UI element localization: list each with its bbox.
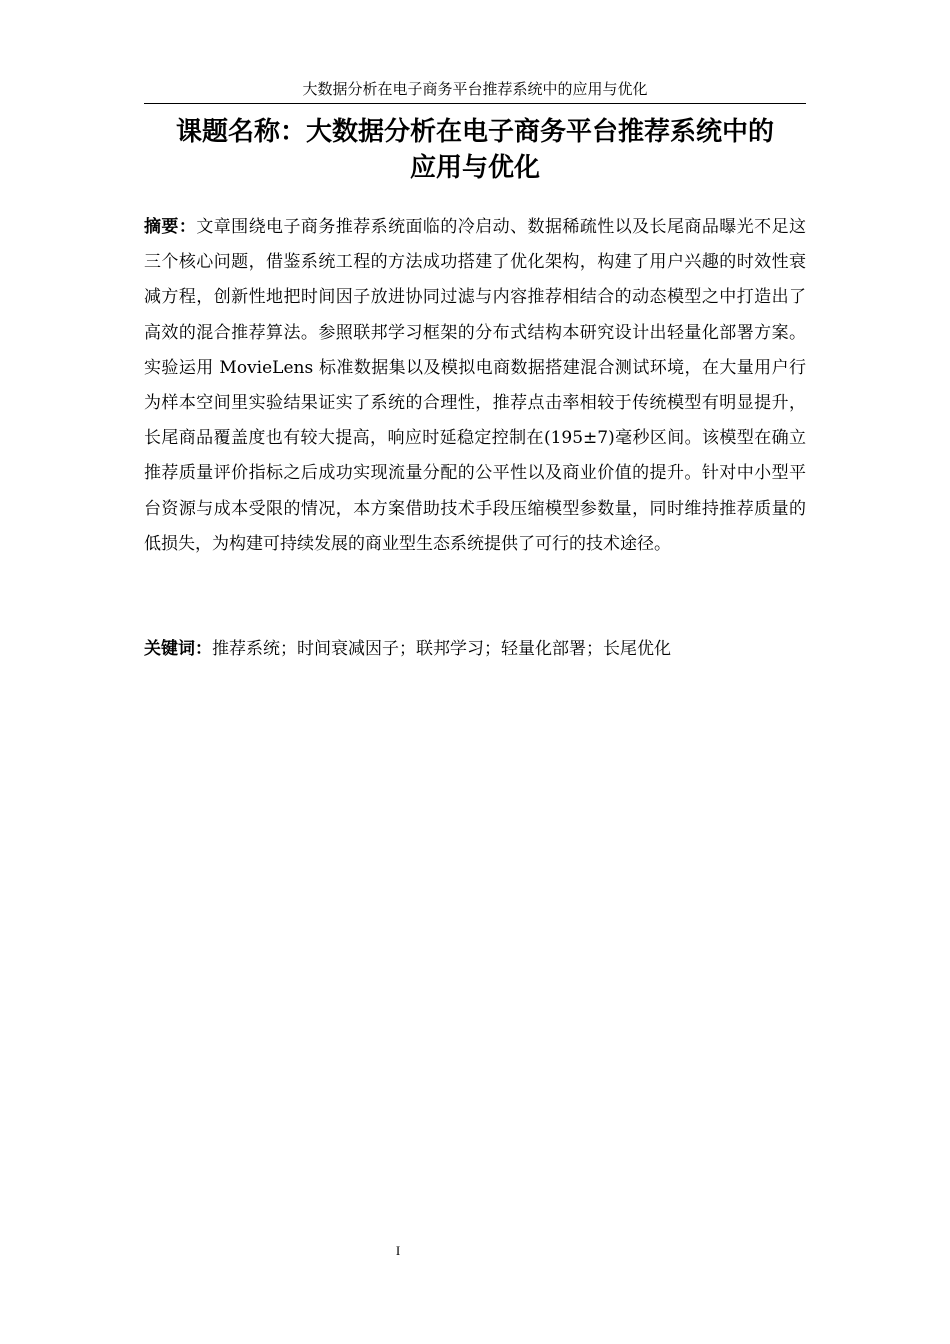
keywords-paragraph (144, 632, 806, 666)
page-title (144, 114, 806, 186)
keywords-label: 关键词： (144, 639, 212, 659)
title-line-1: 课题名称：大数据分析在电子商务平台推荐系统中的 (175, 117, 774, 147)
title-line-2: 应用与优化 (409, 153, 540, 183)
header-divider (144, 103, 806, 104)
running-header: 大数据分析在电子商务平台推荐系统中的应用与优化 (302, 80, 648, 98)
page-number: I (395, 1243, 401, 1258)
abstract-label: 摘要： (144, 217, 197, 237)
keywords-text: 推荐系统；时间衰减因子；联邦学习；轻量化部署；长尾优化 (212, 639, 671, 659)
abstract-text: 文章围绕电子商务推荐系统面临的冷启动、数据稀疏性以及长尾商品曝光不足这三个核心问题，借鉴系统工程的方法成功搭建了优化架构，构建了用户兴趣的时效性衰减方程，创新性地把时间因子放进协同过滤与内容推荐相结合的动态模型之中打造出了高效的混合推荐算法。参照联邦学习框架的分布式结构本研究设计出轻量化部署方案。实验运用 MovieLens 标准数据集以及模拟电商数据搭建混合测试环境，在大量用户行为样本空间里实验结果证实了系统的合理性，推荐点击率相较于传统模型有明显提升，长尾商品覆盖度也有较大提高，响应时延稳定控制在(195±7)毫秒区间。该模型在确立推荐质量评价指标之后成功实现流量分配的公平性以及商业价值的提升。针对中小型平台资源与成本受限的情况，本方案借助技术手段压缩模型参数量，同时维持推荐质量的低损失，为构建可持续发展的商业型生态系统提供了可行的技术途径。 (144, 217, 807, 554)
abstract-paragraph (144, 210, 806, 562)
